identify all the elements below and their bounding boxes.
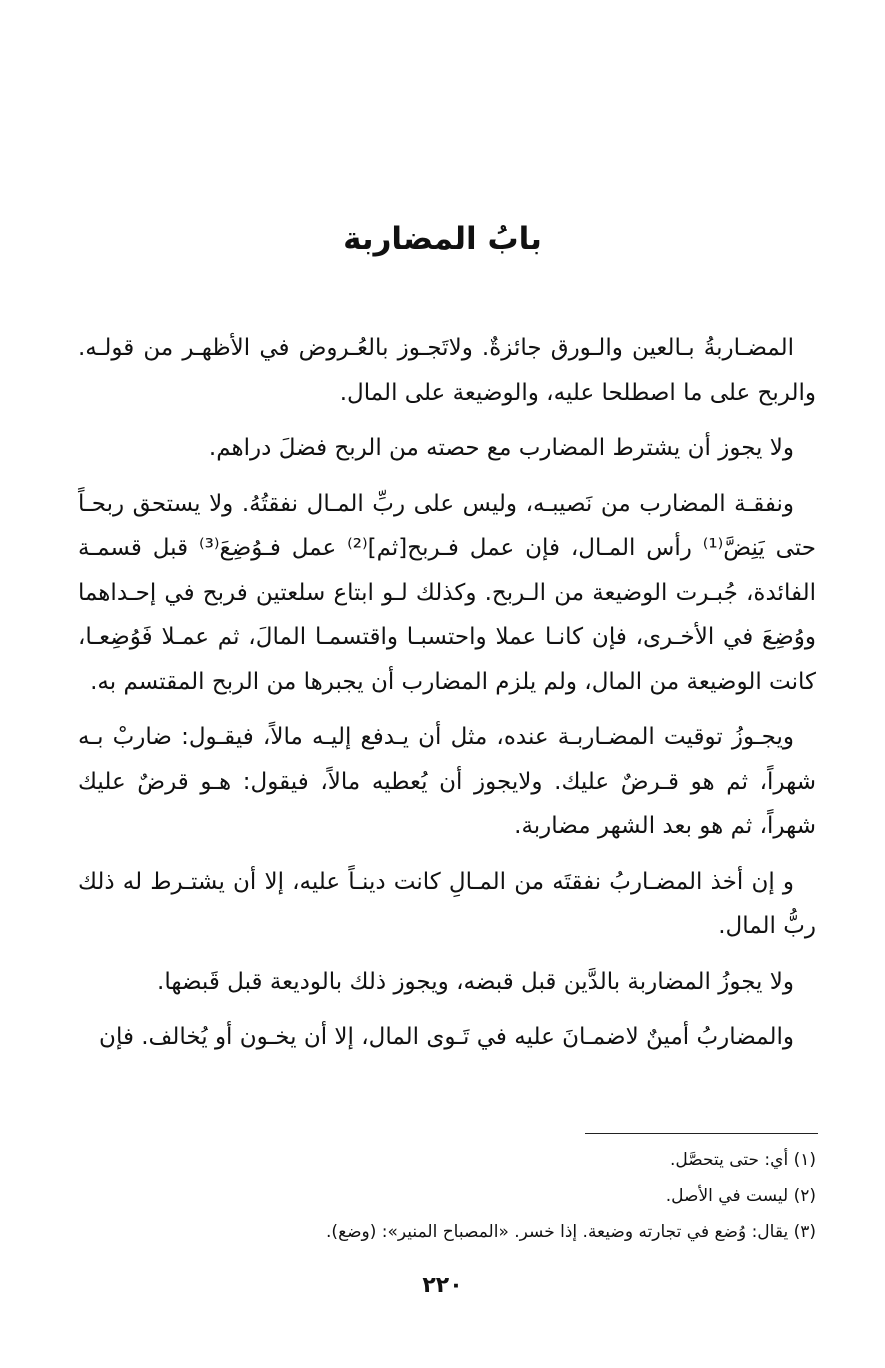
page-number: ٢٢٠: [422, 1273, 463, 1298]
paragraph: ولا يجوزُ المضاربة بالدَّين قبل قبضه، ويجوز ذلك بالوديعة قبل قَبضها.: [157, 968, 794, 995]
footnotes-divider: [585, 1133, 818, 1134]
paragraph: ولا يجوز أن يشترط المضارب مع حصته من الربح فضلَ دراهم.: [208, 435, 794, 461]
main-text: [78, 326, 816, 1071]
footnote: (١) أي: حتى يتحصَّل.: [669, 1150, 816, 1170]
paragraph: المضـاربةُ بـالعين والـورق جائزةٌ. ولاتَجـوز بالعُـروض في الأظهـر من قولـه. والربح على ما اصطلحا عليه، والوضيعة على المال.: [78, 335, 816, 406]
footnote: (٢) ليست في الأصل.: [665, 1186, 816, 1206]
footnote: (٣) يقال: وُضع في تجارته وضيعة. إذا خسر. «المصباح المنير»: (وضع).: [326, 1222, 816, 1242]
paragraph: ويجـوزُ توقيت المضـاربـة عنده، مثل أن يـدفع إليـه مالاً، فيقـول: ضاربْ بـه شهراً، ثم هو قـرضٌ عليك. ولايجوز أن يُعطيه مالاً، فيقول: هـو قرضٌ عليك شهراً، ثم هو بعد الشهر مضاربة.: [78, 724, 816, 839]
footnotes: [78, 1142, 816, 1250]
chapter-title: بابُ المضاربة: [343, 221, 542, 257]
paragraph: ونفقـة المضارب من نَصيبـه، وليس على ربِّ المـال نفقتُهُ. ولا يستحق ربحـاً حتى يَنِضَّ⁽¹⁾ رأس المـال، فإن عمل فـربح[ثم]⁽²⁾ عمل فـوُضِعَ⁽³⁾ قبل قسمـة الفائدة، جُبـرت الوضيعة من الـربح. وكذلك لـو ابتاع سلعتين فربح في إحـداهما ووُضِعَ في الأخـرى، فإن كانـا عملا واحتسبـا واقتسمـا المالَ، ثم عمـلا فَوُضِعـا، كانت الوضيعة من المال، ولم يلزم المضارب أن يجبرها من الربح المقتسم به.: [78, 490, 816, 695]
paragraph: و إن أخذ المضـاربُ نفقتَه من المـالِ كانت دينـاً عليه، إلا أن يشتـرط له ذلك ربُّ المال.: [78, 868, 816, 939]
paragraph: والمضاربُ أمينٌ لاضمـانَ عليه في تَـوى المال، إلا أن يخـون أو يُخالف. فإن: [99, 1024, 794, 1050]
